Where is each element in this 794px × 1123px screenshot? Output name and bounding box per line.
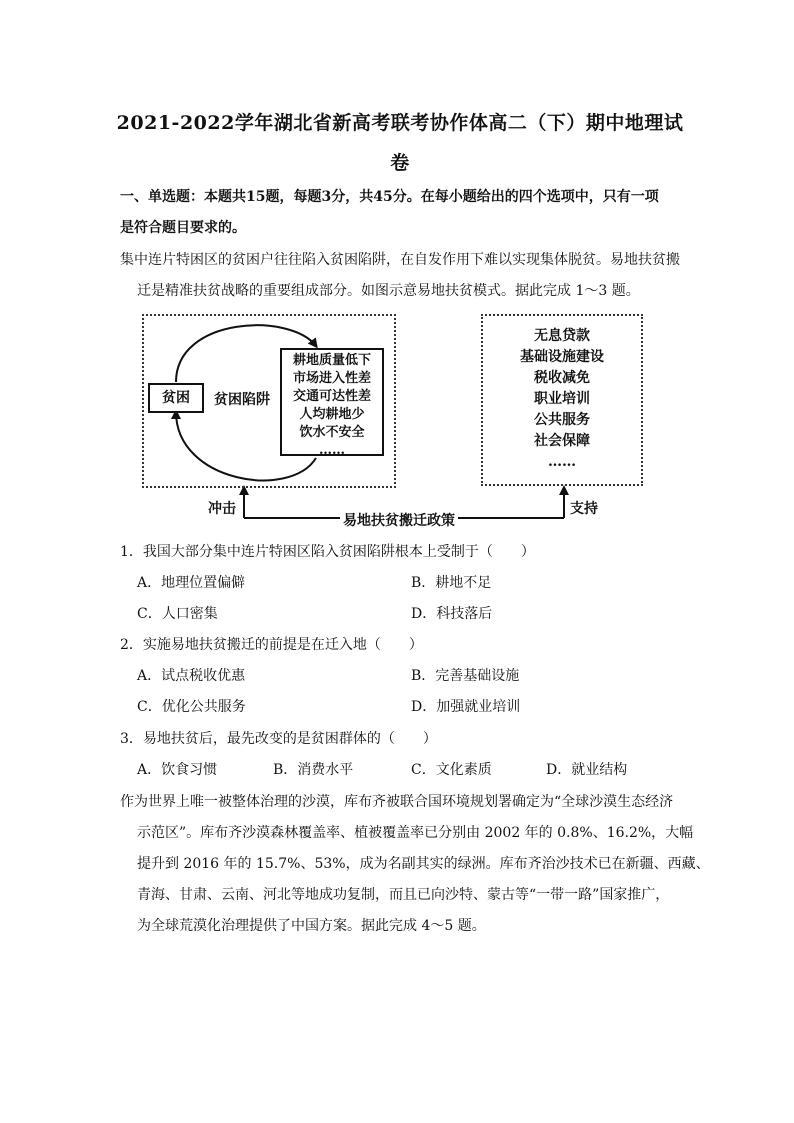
cause-item: 交通可达性差 — [292, 389, 371, 404]
support-item: 社会保障 — [534, 433, 590, 449]
q3-option-a[interactable]: A．饮食习惯 — [137, 762, 218, 778]
q1-option-a[interactable]: A．地理位置偏僻 — [137, 575, 246, 591]
passage-2-line-4: 青海、甘肃、云南、河北等地成功复制，而且已向沙特、蒙古等“一带一路”国家推广， — [137, 887, 670, 903]
passage-2-line-5: 为全球荒漠化治理提供了中国方案。据此完成 4～5 题。 — [137, 918, 486, 934]
relocation-diagram — [140, 312, 650, 527]
support-item: 基础设施建设 — [520, 349, 604, 365]
cause-item: 人均耕地少 — [299, 407, 365, 422]
support-item: 职业培训 — [534, 391, 590, 407]
q1-option-d[interactable]: D．科技落后 — [411, 606, 493, 622]
q3-option-c[interactable]: C．文化素质 — [411, 762, 492, 778]
question-2-stem: 2．实施易地扶贫搬迁的前提是在迁入地（ ） — [120, 637, 423, 653]
q2-option-c[interactable]: C．优化公共服务 — [137, 699, 246, 715]
q3-option-d[interactable]: D．就业结构 — [546, 762, 628, 778]
support-item: 税收减免 — [534, 370, 590, 386]
passage-1-line-1: 集中连片特困区的贫困户往往陷入贫困陷阱，在自发作用下难以实现集体脱贫。易地扶贫搬 — [120, 252, 680, 268]
cause-item: 饮水不安全 — [299, 425, 365, 440]
cause-item: …… — [319, 443, 345, 458]
passage-2-line-2: 示范区”。库布齐沙漠森林覆盖率、植被覆盖率已分别由 2002 年的 0.8%、16.2%，大幅 — [137, 825, 694, 841]
poverty-box: 贫困 — [148, 383, 204, 413]
q1-option-b[interactable]: B．耕地不足 — [411, 575, 492, 591]
q1-option-c[interactable]: C．人口密集 — [137, 606, 218, 622]
support-item: 无息贷款 — [534, 328, 590, 344]
q2-option-b[interactable]: B．完善基础设施 — [411, 668, 520, 684]
question-1-stem: 1．我国大部分集中连片特困区陷入贫困陷阱根本上受制于（ ） — [120, 544, 535, 560]
exam-title-line-2: 卷 — [390, 152, 410, 174]
passage-2-line-1: 作为世界上唯一被整体治理的沙漠，库布齐被联合国环境规划署确定为“全球沙漠生态经济 — [120, 794, 674, 810]
passage-2-line-3: 提升到 2016 年的 15.7%、53%，成为名副其实的绿洲。库布齐治沙技术已在新疆、西藏、 — [137, 856, 710, 872]
support-label: 支持 — [570, 501, 598, 517]
exam-title-line-1: 2021-2022学年湖北省新高考联考协作体高二（下）期中地理试 — [116, 112, 684, 134]
question-3-stem: 3．易地扶贫后，最先改变的是贫困群体的（ ） — [120, 731, 437, 747]
cause-item: 耕地质量低下 — [292, 353, 371, 368]
section-heading-line-2: 是符合题目要求的。 — [120, 220, 246, 236]
impact-label: 冲击 — [208, 501, 236, 517]
passage-1-line-2: 迁是精准扶贫战略的重要组成部分。如图示意易地扶贫模式。据此完成 1～3 题。 — [137, 283, 640, 299]
relocation-policy-label: 易地扶贫搬迁政策 — [340, 510, 458, 530]
q2-option-d[interactable]: D．加强就业培训 — [411, 699, 521, 715]
support-item: 公共服务 — [534, 412, 590, 428]
q2-option-a[interactable]: A．试点税收优惠 — [137, 668, 246, 684]
section-heading-line-1: 一、单选题：本题共15题，每题3分，共45分。在每小题给出的四个选项中，只有一项 — [120, 189, 659, 205]
poverty-causes-box — [280, 348, 384, 456]
cause-item: 市场进入性差 — [292, 371, 371, 386]
support-item: …… — [548, 454, 576, 470]
q3-option-b[interactable]: B．消费水平 — [273, 762, 354, 778]
support-measures-list — [481, 326, 643, 473]
poverty-trap-label: 贫困陷阱 — [214, 392, 270, 408]
